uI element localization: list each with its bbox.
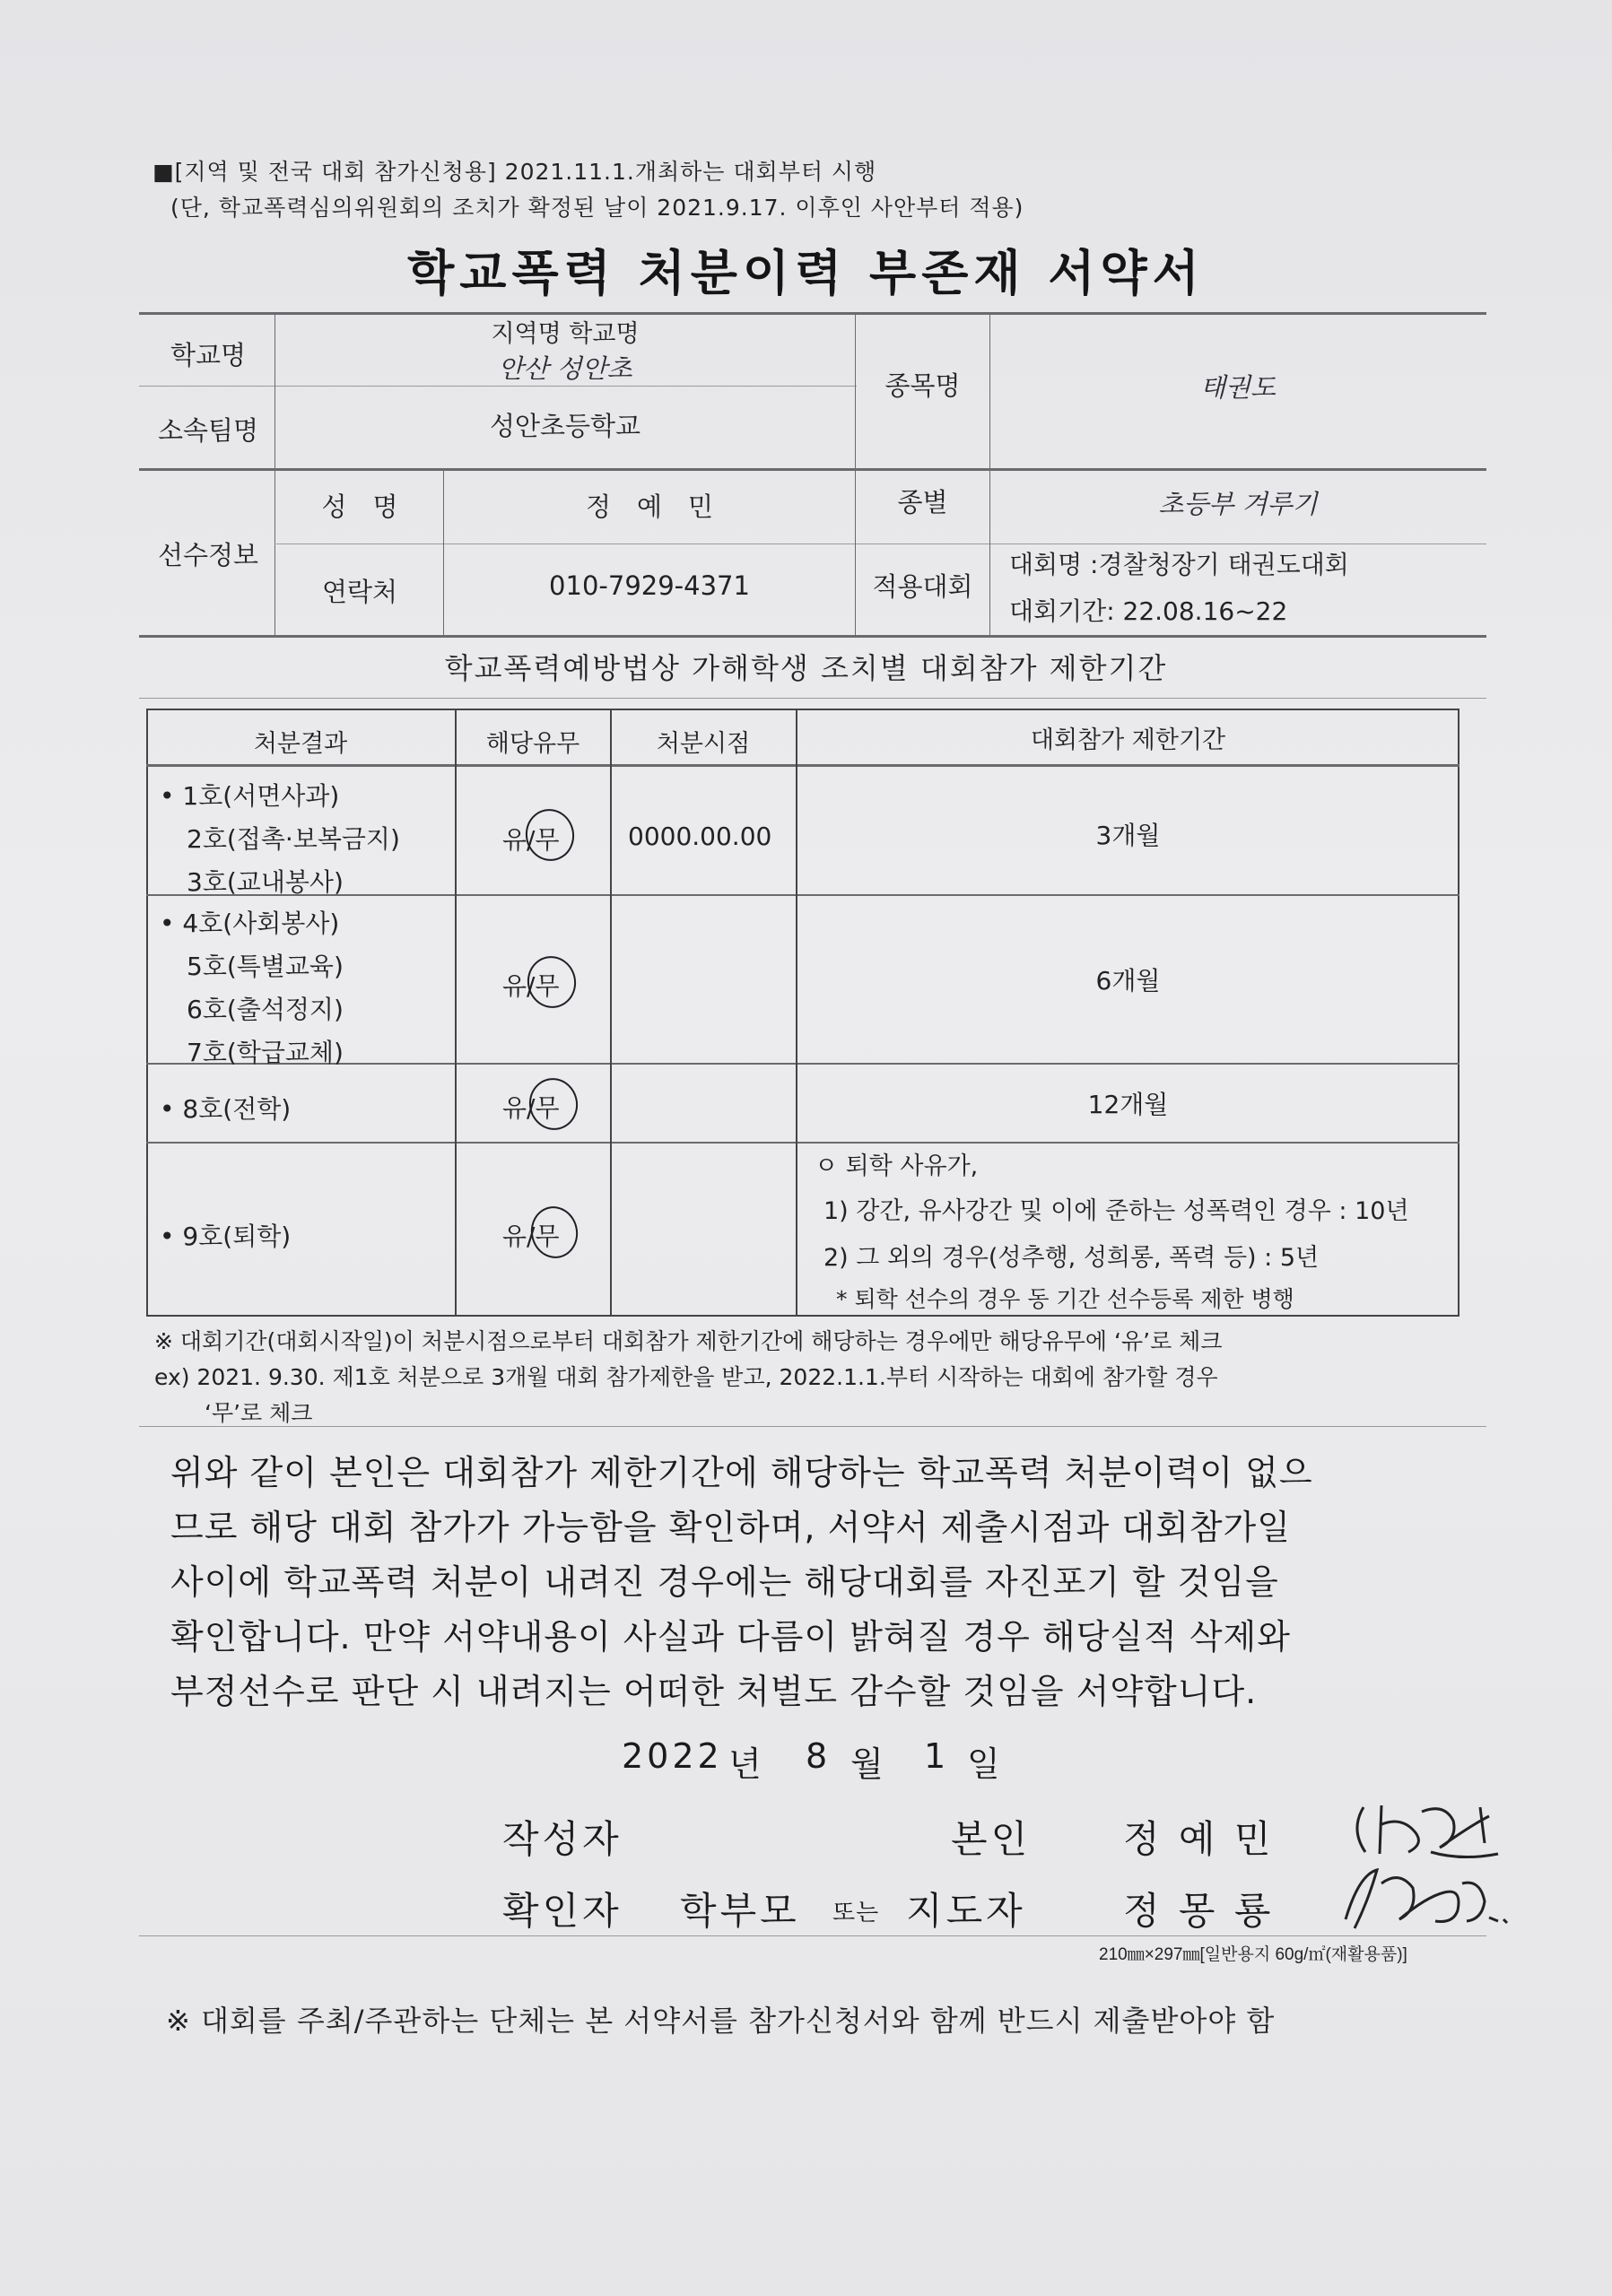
contact-value: 010-7929-4371 [549,570,750,601]
athlete-info-label: 선수정보 [157,540,259,570]
expulsion-line-1: ㅇ 퇴학 사유가, [815,1152,979,1180]
date-month: 8 [806,1736,832,1776]
notice-line-1: ■[지역 및 전국 대회 참가신청용] 2021.11.1.개최하는 대회부터 시행 [152,159,877,185]
expulsion-line-3: 2) 그 외의 경우(성추행, 성희롱, 폭력 등) : 5년 [823,1244,1320,1272]
restriction-section-title: 학교폭력예방법상 가해학생 조치별 대회참가 제한기간 [444,651,1168,685]
sport-value: 태권도 [1199,372,1277,403]
sport-label: 종목명 [884,370,961,401]
header-restriction-period: 대회참가 제한기간 [1030,726,1226,754]
event-name: 대회명 :경찰청장기 태권도대회 [1009,550,1349,579]
notes-rule [139,1426,1486,1427]
restriction-row-rule [146,1142,1460,1144]
header-disposition: 처분결과 [253,730,348,758]
pledge-line-2: 므로 해당 대회 참가가 가능함을 확인하며, 서약서 제출시점과 대회참가일 [170,1508,1291,1547]
applicable-checkbox-1[interactable]: 유/무 [502,825,560,855]
applicable-checkbox-3[interactable]: 유/무 [502,1093,560,1123]
measure-1: • 1호(서면사과) [160,781,340,811]
expulsion-line-4: * 퇴학 선수의 경우 동 기간 선수등록 제한 병행 [836,1286,1294,1312]
name-label: 성 명 [321,491,398,522]
confirmer-signature [1328,1857,1516,1937]
restriction-col-divider [610,709,612,1317]
info-table-divider [443,468,444,635]
info-table-rule [139,386,857,387]
header-disposition-date: 처분시점 [656,730,751,758]
restriction-col-divider [455,709,457,1317]
date-month-unit: 월 [850,1744,887,1784]
note-line-1: ※ 대회기간(대회시작일)이 처분시점으로부터 대회참가 제한기간에 해당하는 경우에만 해당유무에 ‘유’로 체크 [154,1328,1223,1354]
school-label: 학교명 [170,340,247,370]
confirmer-role-coach: 지도자 [906,1889,1026,1933]
expulsion-line-2: 1) 강간, 유사강간 및 이에 준하는 성폭력인 경우 : 10년 [823,1197,1409,1225]
final-note: ※ 대회를 주최/주관하는 단체는 본 서약서를 참가신청서와 함께 반드시 제출받아야 함 [166,2004,1276,2038]
date-year-unit: 년 [728,1744,765,1784]
document-title: 학교폭력 처분이력 부존재 서약서 [407,245,1205,301]
confirmer-or: 또는 [832,1900,880,1926]
writer-label: 작성자 [502,1817,623,1861]
writer-role: 본인 [951,1817,1032,1861]
restriction-period-1: 3개월 [1095,821,1161,850]
info-table-rule [139,468,1486,471]
measure-4: • 4호(사회봉사) [160,909,340,938]
section-rule [139,698,1486,699]
info-table-rule [139,635,1486,638]
school-sub-label: 지역명 학교명 [491,320,640,348]
date-day-unit: 일 [967,1744,1004,1784]
measure-7: 7호(학급교체) [187,1038,344,1067]
restriction-period-3: 12개월 [1087,1090,1169,1119]
applicable-checkbox-2[interactable]: 유/무 [502,971,560,1001]
measure-5: 5호(특별교육) [187,952,344,981]
name-value: 정 예 민 [585,491,714,522]
confirmer-label: 확인자 [502,1889,623,1933]
team-value: 성안초등학교 [489,411,641,441]
info-table-divider [274,312,275,635]
confirmer-role-parent: 학부모 [680,1889,800,1933]
measure-6: 6호(출석정지) [187,995,344,1024]
note-line-3: ‘무’로 체크 [205,1400,313,1426]
pledge-line-1: 위와 같이 본인은 대회참가 제한기간에 해당하는 학교폭력 처분이력이 없으 [170,1453,1313,1492]
note-line-2: ex) 2021. 9.30. 제1호 처분으로 3개월 대회 참가제한을 받고, 2022.1.1.부터 시작하는 대회에 참가할 경우 [154,1364,1218,1390]
pledge-line-5: 부정선수로 판단 시 내려지는 어떠한 처벌도 감수할 것임을 서약합니다. [170,1672,1258,1711]
disposition-date-1: 0000.00.00 [628,822,772,851]
writer-name: 정 예 민 [1123,1817,1275,1861]
category-value: 초등부 겨루기 [1158,489,1318,519]
date-day: 1 [924,1736,950,1776]
restriction-period-2: 6개월 [1095,966,1161,996]
pledge-line-3: 사이에 학교폭력 처분이 내려진 경우에는 해당대회를 자진포기 할 것임을 [170,1562,1279,1602]
pledge-line-4: 확인합니다. 만약 서약내용이 사실과 다름이 밝혀질 경우 해당실적 삭제와 [170,1617,1291,1657]
event-label: 적용대회 [872,571,973,602]
measure-2: 2호(접촉·보복금지) [187,824,400,854]
team-label: 소속팀명 [157,415,259,446]
signature-rule [139,1935,1486,1936]
applicable-checkbox-4[interactable]: 유/무 [502,1222,560,1251]
notice-line-2: (단, 학교폭력심의위원회의 조치가 확정된 날이 2021.9.17. 이후인 사안부터 적용) [170,195,1024,221]
category-label: 종별 [897,487,948,517]
header-applicable: 해당유무 [485,730,580,758]
school-value: 안산 성안초 [498,353,632,384]
restriction-header-rule [146,764,1460,767]
contact-label: 연락처 [321,577,398,607]
date-year: 2022 [622,1736,723,1776]
event-period: 대회기간: 22.08.16~22 [1009,596,1288,626]
info-table-divider [855,312,856,635]
confirmer-name: 정 몽 룡 [1123,1889,1275,1933]
measure-3: 3호(교내봉사) [187,867,344,897]
info-table-divider [989,312,990,635]
paper-spec: 210㎜×297㎜[일반용지 60g/㎡(재활용품)] [1099,1945,1407,1964]
measure-9: • 9호(퇴학) [160,1222,292,1251]
restriction-col-divider [796,709,797,1317]
measure-8: • 8호(전학) [160,1094,292,1124]
